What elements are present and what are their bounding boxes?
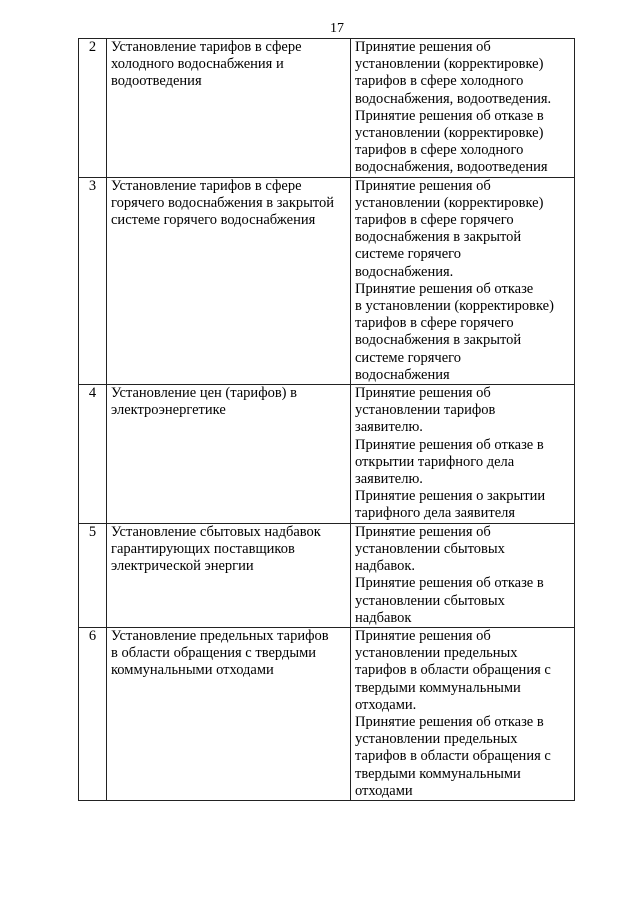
row-number: 3 (79, 177, 107, 384)
decision-line: системе горячего (355, 349, 461, 366)
service-name-line: горячего водоснабжения в закрытой (111, 194, 335, 211)
service-name-cell (107, 385, 351, 524)
decision-line: заявителю. (355, 471, 423, 488)
decision-line: твердыми коммунальными (355, 679, 521, 696)
decision-cell (351, 39, 575, 178)
decision-line: Принятие решения об отказе в (355, 575, 544, 592)
decision-line: отходами. (355, 696, 417, 713)
service-name-line: электрической энергии (111, 558, 254, 575)
row-number: 4 (79, 385, 107, 524)
decision-line: в установлении (корректировке) (355, 298, 554, 315)
row-number: 6 (79, 627, 107, 800)
decision-line: заявителю. (355, 419, 423, 436)
service-name-cell (107, 39, 351, 178)
decision-line: Принятие решения об (355, 177, 491, 194)
decision-line: водоснабжения в закрытой (355, 229, 522, 246)
service-name-line: Установление тарифов в сфере (111, 177, 302, 194)
table-row (79, 385, 575, 524)
decision-line: тарифов в сфере горячего (355, 315, 514, 332)
decision-cell (351, 177, 575, 384)
decision-line: открытии тарифного дела (355, 453, 515, 470)
decision-cell (351, 385, 575, 524)
decision-line: твердыми коммунальными (355, 765, 521, 782)
service-name-line: Установление предельных тарифов (111, 627, 329, 644)
decision-line: тарифов в сфере холодного (355, 73, 524, 90)
decision-line: тарифного дела заявителя (355, 505, 516, 522)
service-name-cell (107, 523, 351, 627)
decision-line: надбавок (355, 609, 412, 626)
service-name-cell (107, 177, 351, 384)
decision-line: водоснабжения, водоотведения (355, 159, 548, 176)
service-name-line: гарантирующих поставщиков (111, 540, 295, 557)
decision-line: водоснабжения, водоотведения. (355, 90, 552, 107)
decision-line: установлении (корректировке) (355, 194, 544, 211)
decision-line: тарифов в области обращения с (355, 662, 551, 679)
decision-line: системе горячего (355, 246, 461, 263)
service-name-line: Установление сбытовых надбавок (111, 523, 321, 540)
decision-line: Принятие решения об (355, 385, 491, 402)
service-name-cell (107, 627, 351, 800)
decision-line: Принятие решения об отказе в (355, 107, 544, 124)
decision-line: установлении (корректировке) (355, 56, 544, 73)
decision-line: установлении предельных (355, 731, 518, 748)
decision-line: водоснабжения в закрытой (355, 332, 522, 349)
decision-line: надбавок. (355, 558, 416, 575)
table-row (79, 177, 575, 384)
service-name-line: Установление цен (тарифов) в (111, 385, 297, 402)
table-body (79, 39, 575, 801)
decision-line: Принятие решения об отказе в (355, 713, 544, 730)
service-name-line: коммунальными отходами (111, 662, 274, 679)
service-name-line: водоотведения (111, 73, 202, 90)
decision-line: Принятие решения о закрытии (355, 488, 546, 505)
decision-line: тарифов в области обращения с (355, 748, 551, 765)
service-name-line: Установление тарифов в сфере (111, 39, 302, 55)
row-number: 2 (79, 39, 107, 178)
services-table (78, 38, 575, 801)
service-name-line: в области обращения с твердыми (111, 645, 317, 662)
service-name-line: системе горячего водоснабжения (111, 212, 316, 229)
decision-line: водоснабжения (355, 366, 450, 383)
decision-cell (351, 523, 575, 627)
decision-line: отходами (355, 782, 413, 799)
decision-line: установлении (корректировке) (355, 125, 544, 142)
decision-line: тарифов в сфере горячего (355, 212, 514, 229)
decision-line: установлении предельных (355, 645, 518, 662)
table-row (79, 627, 575, 800)
decision-line: Принятие решения об отказе в (355, 436, 544, 453)
page-number: 17 (330, 21, 344, 36)
decision-line: установлении тарифов (355, 402, 496, 419)
decision-line: Принятие решения об (355, 523, 491, 540)
decision-line: установлении сбытовых (355, 540, 505, 557)
table-row (79, 523, 575, 627)
decision-line: Принятие решения об (355, 627, 491, 644)
decision-line: тарифов в сфере холодного (355, 142, 524, 159)
decision-line: водоснабжения. (355, 263, 454, 280)
decision-line: Принятие решения об отказе (355, 280, 534, 297)
decision-line: установлении сбытовых (355, 592, 505, 609)
service-name-line: холодного водоснабжения и (111, 56, 284, 73)
decision-cell (351, 627, 575, 800)
table-row (79, 39, 575, 178)
decision-line: Принятие решения об (355, 39, 491, 55)
row-number: 5 (79, 523, 107, 627)
service-name-line: электроэнергетике (111, 402, 226, 419)
